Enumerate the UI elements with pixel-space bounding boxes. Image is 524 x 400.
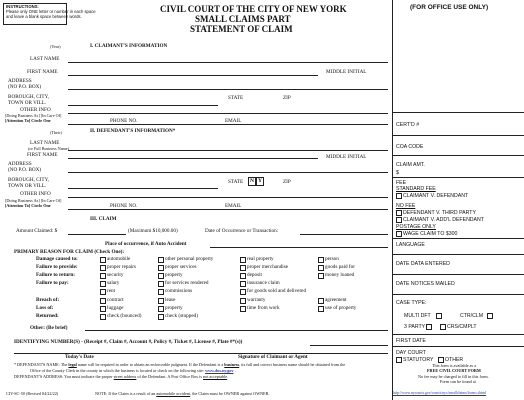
claimant-v-addl-label: CLAIMANT V. ADD'L DEFENDANT	[403, 217, 484, 223]
office-use-title: (FOR OFFICE USE ONLY)	[410, 4, 489, 11]
dos-link[interactable]: www.dos.ny.gov	[205, 368, 234, 373]
free-form-line: FREE CIVIL COURT FORM	[427, 368, 481, 373]
reason-checkbox[interactable]	[240, 265, 246, 271]
wage-claim-label: WAGE CLAIM TO $300	[403, 231, 458, 237]
label: OTHER INFO	[20, 191, 51, 197]
label: PHONE NO.	[110, 118, 138, 124]
label: [Attention To] Circle One	[5, 203, 51, 208]
instructions-line: Please only ONE letter or number in each space	[6, 9, 96, 14]
office-divider-line	[392, 294, 524, 295]
reason-checkbox[interactable]	[318, 257, 324, 263]
todays-date-label: Today's Date	[65, 354, 94, 360]
ctr-clm-label: CTR/CLM	[460, 313, 484, 319]
cert-label: CERT'D #	[396, 122, 420, 128]
label: STATE	[228, 95, 244, 101]
first-date-label: FIRST DATE	[396, 338, 426, 344]
reason-checkbox[interactable]	[100, 273, 106, 279]
first-name-field[interactable]	[68, 75, 318, 76]
claimant-section-title: I. CLAIMANT'S INFORMATION	[90, 43, 168, 49]
reason-option-label: person	[325, 256, 339, 262]
label: ADDRESS	[8, 78, 32, 84]
signature-label: Signature of Claimant or Agent	[238, 354, 308, 360]
reason-checkbox[interactable]	[240, 289, 246, 295]
reason-checkbox[interactable]	[158, 314, 164, 320]
court-name: CIVIL COURT OF THE CITY OF NEW YORK	[160, 4, 347, 14]
label: OTHER INFO	[20, 107, 51, 113]
reason-option-label: salary	[107, 280, 120, 286]
auto-accident-note: NOTE: If the Claim is a result of an automobile accident, the Claim must be OWNER against OWNER.	[95, 391, 270, 396]
label: [Doing Business As] [In Care Of]	[5, 198, 62, 203]
reason-option-label: automobile	[107, 256, 131, 262]
form-title: STATEMENT OF CLAIM	[190, 24, 293, 34]
label: ZIP	[283, 179, 291, 185]
reason-option-label: proper repairs	[107, 264, 136, 270]
reason-checkbox[interactable]	[318, 306, 324, 312]
other-info-field[interactable]	[68, 113, 388, 114]
date-occurrence-field[interactable]	[300, 234, 388, 235]
label: EMAIL	[225, 118, 242, 124]
reason-option-label: proper merchandise	[247, 264, 289, 270]
borough-field[interactable]	[68, 105, 218, 106]
claim-section-title: III. CLAIM	[90, 216, 117, 222]
label: LAST NAME	[30, 56, 60, 62]
label: MIDDLE INITIAL	[326, 69, 367, 75]
state-box-y[interactable]: Y	[256, 177, 264, 186]
identifying-label: IDENTIFYING NUMBER(S) - (Receipt #, Claim #, Account #, Policy #, Ticket #, License #, Plate #*(s))	[14, 339, 243, 345]
reason-option-label: time from work	[247, 305, 280, 311]
reason-option-label: check (stopped)	[165, 313, 198, 319]
reason-checkbox[interactable]	[240, 273, 246, 279]
reason-option-label: agreement	[325, 297, 347, 303]
form-id: CIV-SC-50 (Revised 04/22/22)	[6, 391, 59, 396]
address-field[interactable]	[68, 89, 388, 90]
label: STATE	[228, 179, 244, 185]
reason-checkbox[interactable]	[100, 265, 106, 271]
instructions-line: and leave a blank space between words.	[6, 14, 82, 19]
reason-checkbox[interactable]	[100, 298, 106, 304]
reason-checkbox[interactable]	[240, 298, 246, 304]
label: LAST NAME	[30, 140, 60, 146]
reason-checkbox[interactable]	[100, 257, 106, 263]
reason-checkbox[interactable]	[158, 273, 164, 279]
reason-checkbox[interactable]	[318, 273, 324, 279]
amount-claimed-label: Amount Claimed: $	[16, 228, 58, 234]
label: ADDRESS	[8, 161, 32, 167]
statutory-label: STATUTORY	[403, 357, 434, 363]
reason-checkbox[interactable]	[240, 281, 246, 287]
wage-claim-checkbox[interactable]	[396, 231, 402, 237]
reason-row-label: Failure to provide:	[36, 264, 78, 270]
dollar-label: $	[396, 170, 399, 176]
label: PHONE NO.	[110, 203, 138, 209]
label: TOWN OR VILL.	[8, 183, 47, 189]
day-court-label: DAY COURT	[396, 350, 426, 356]
three-party-label: 3 PARTY	[404, 324, 426, 330]
free-form-line: No fee may be charged to fill in this form.	[418, 374, 489, 379]
reason-checkbox[interactable]	[158, 289, 164, 295]
reason-row-label: Returned:	[36, 313, 59, 319]
phone-email-field[interactable]	[68, 124, 388, 125]
court-part: SMALL CLAIMS PART	[195, 14, 291, 24]
reason-option-label: contract	[107, 297, 124, 303]
reason-checkbox[interactable]	[100, 289, 106, 295]
label: MIDDLE INITIAL	[326, 154, 367, 160]
maximum-label: (Maximum $10,000.00)	[128, 228, 178, 234]
label: [Attention To] Circle One	[5, 118, 51, 123]
place-field[interactable]	[210, 247, 388, 248]
date-notices-label: DATE NOTICES MAILED	[396, 281, 455, 287]
reason-option-label: proper services	[165, 264, 197, 270]
claimant-v-defendant-label: CLAIMANT V. DEFENDANT	[403, 193, 469, 199]
statutory-checkbox[interactable]	[396, 357, 402, 363]
ctr-clm-checkbox[interactable]	[487, 313, 493, 319]
defendant-section-title: II. DEFENDANT'S INFORMATION*	[90, 128, 176, 134]
office-divider-line	[392, 334, 524, 335]
claim-amt-label: CLAIM AMT.	[396, 162, 425, 168]
reason-option-label: warranty	[247, 297, 266, 303]
office-divider-line	[392, 346, 524, 347]
office-divider-line	[392, 135, 524, 136]
reason-option-label: money loaned	[325, 272, 355, 278]
claimant-v-addl-checkbox[interactable]	[396, 217, 402, 223]
reason-option-label: real property	[247, 256, 274, 262]
free-form-line: This form is available as a	[432, 363, 477, 368]
reason-option-label: use of property	[325, 305, 357, 311]
no-fee-label: NO FEE	[396, 203, 416, 209]
def-other-info-field[interactable]	[68, 197, 388, 198]
reason-checkbox[interactable]	[100, 306, 106, 312]
label: [Doing Business As] [In Care Of]	[5, 113, 62, 118]
reason-row-label: Failure to pay:	[36, 280, 69, 286]
def-first-name-field[interactable]	[68, 158, 318, 159]
reason-row-label: Breach of:	[36, 297, 60, 303]
office-divider	[392, 0, 393, 400]
crs-cmplt-checkbox[interactable]	[440, 324, 446, 330]
reason-option-label: rent	[107, 288, 116, 294]
reason-row-label: Damage caused to:	[36, 256, 78, 262]
place-occurrence-label: Place of occurrence, if Auto Accident	[105, 241, 187, 247]
reason-checkbox[interactable]	[100, 314, 106, 320]
office-divider-line	[392, 177, 524, 178]
reason-checkbox[interactable]	[100, 281, 106, 287]
reason-option-label: luggage	[107, 305, 124, 311]
defendant-name-footnote: * DEFENDANT'S NAME: The legal name will be required in order to obtain an enforceable judgment. If the Defendant is a business, its full and correct business name should be obtained from the	[14, 362, 346, 367]
label: (NO P.O. BOX)	[8, 84, 42, 90]
defendant-v-third-label: DEFENDANT V. THIRD PARTY	[403, 210, 476, 216]
defendant-address-footnote: DEFENDANT'S ADDRESS: You must indicate the proper street address of the Defendant. A Post Office Box is not acceptable.	[14, 374, 229, 379]
reason-checkbox[interactable]	[158, 281, 164, 287]
label: EMAIL	[225, 203, 242, 209]
def-address-field[interactable]	[68, 172, 388, 173]
defendant-v-third-checkbox[interactable]	[396, 210, 402, 216]
label: BOROUGH, CITY,	[8, 177, 49, 183]
label: TOWN OR VILL.	[8, 100, 47, 106]
other-field[interactable]	[85, 330, 388, 331]
reason-checkbox[interactable]	[158, 298, 164, 304]
reason-option-label: property	[165, 272, 183, 278]
date-entered-label: DATE DATA ENTERED	[396, 261, 450, 267]
postage-only-label: POSTAGE ONLY	[396, 224, 436, 230]
reason-option-label: lease	[165, 297, 176, 303]
amount-field[interactable]	[68, 234, 126, 235]
reason-checkbox[interactable]	[240, 306, 246, 312]
label: (or Full Business Name)	[28, 146, 70, 151]
multi-dft-checkbox[interactable]	[436, 313, 442, 319]
language-label: LANGUAGE	[396, 242, 425, 248]
reason-checkbox[interactable]	[240, 257, 246, 263]
label: (NO P.O. BOX)	[8, 167, 42, 173]
reason-checkbox[interactable]	[158, 306, 164, 312]
reason-option-label: check (bounced)	[107, 313, 142, 319]
fee-label: FEE	[396, 180, 407, 186]
their-label: (Their)	[50, 130, 62, 135]
def-borough-field[interactable]	[68, 188, 218, 189]
state-box-n[interactable]: N	[248, 177, 256, 186]
forms-url-link[interactable]: http://www.nycourts.gov/courts/nyc/smallclaims/forms.shtml	[393, 391, 487, 395]
year-label: (Year)	[50, 44, 61, 49]
office-divider-line	[392, 112, 524, 113]
free-form-line: Form can be found at	[440, 379, 476, 384]
label: FIRST NAME	[27, 69, 58, 75]
reason-option-label: property	[165, 305, 183, 311]
case-type-label: CASE TYPE:	[396, 300, 427, 306]
reason-checkbox[interactable]	[318, 298, 324, 304]
crs-cmplt-label: CRS/CMPLT	[447, 324, 477, 330]
label: ZIP	[283, 95, 291, 101]
claimant-v-defendant-checkbox[interactable]	[396, 193, 402, 199]
reason-option-label: goods paid for	[325, 264, 355, 270]
three-party-checkbox[interactable]	[426, 324, 432, 330]
other-label: OTHER	[445, 357, 464, 363]
reason-row-label: Failure to return:	[36, 272, 75, 278]
last-name-field[interactable]	[68, 62, 388, 63]
reason-option-label: insurance claim	[247, 280, 280, 286]
reason-checkbox[interactable]	[318, 265, 324, 271]
instructions-title: INSTRUCTIONS:	[6, 4, 39, 9]
reason-option-label: for goods sold and delivered	[247, 288, 307, 294]
reason-option-label: for services rendered	[165, 280, 209, 286]
identifying-field[interactable]	[310, 345, 388, 346]
date-occurrence-label: Date of Occurrence or Transaction:	[205, 228, 279, 234]
def-last-name-field[interactable]	[68, 150, 388, 151]
office-divider-line	[392, 155, 524, 156]
office-divider-line	[392, 274, 524, 275]
reason-option-label: other personal property	[165, 256, 214, 262]
reason-row-label: Loss of:	[36, 305, 54, 311]
reason-option-label: deposit	[247, 272, 262, 278]
coa-label: COA CODE	[396, 144, 424, 150]
office-divider-line	[392, 254, 524, 255]
multi-dft-label: MULTI DFT	[404, 313, 431, 319]
reason-option-label: security	[107, 272, 124, 278]
county-clerk-footnote: Office of the County Clerk in the county in which the business is located or check on the following site: www.dos.ny.gov .	[30, 368, 236, 373]
def-phone-email-field[interactable]	[68, 209, 388, 210]
office-divider-line	[392, 238, 524, 239]
reason-checkbox[interactable]	[158, 265, 164, 271]
other-label: Other: (Be brief)	[30, 325, 68, 331]
label: FIRST NAME	[27, 152, 58, 158]
reason-checkbox[interactable]	[158, 257, 164, 263]
label: BOROUGH, CITY,	[8, 94, 49, 100]
reason-option-label: commissions	[165, 288, 193, 294]
primary-reason-title: PRIMARY REASON FOR CLAIM (Check One):	[14, 249, 125, 255]
standard-fee-label: STANDARD FEE	[396, 186, 436, 192]
